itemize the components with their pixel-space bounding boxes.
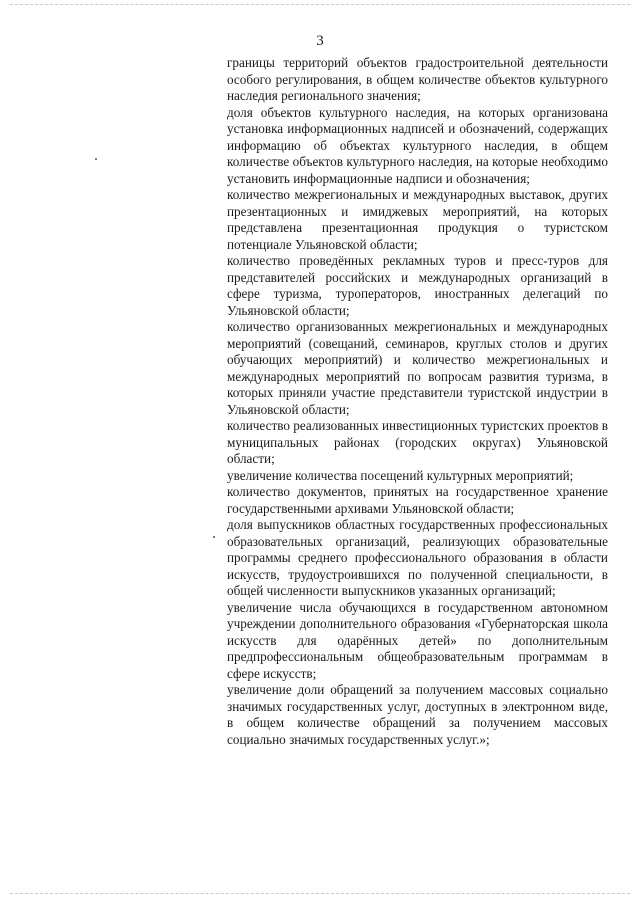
list-item: количество реализованных инвестиционных туристских проектов в муниципальных районах (городских округах) Ульяновской области; — [227, 418, 608, 466]
list-item: доля выпускников областных государственных профессиональных образовательных организаций, реализующих образовательные программы среднего профессионального образования в области искусств, трудоустроившихся по полученной специальности, в общей численности выпускников указанных организаций; — [227, 517, 608, 598]
list-item: увеличение доли обращений за получением массовых социально значимых государственных услуг, доступных в электронном виде, в общем количестве обращений за получением массовых социально значимых государственных услуг.»; — [227, 682, 608, 747]
scan-speck — [213, 536, 215, 538]
scan-edge-top — [10, 4, 630, 5]
list-item: границы территорий объектов градостроительной деятельности особого регулирования, в общем количестве объектов культурного наследия регионального значения; — [227, 55, 608, 103]
list-item: доля объектов культурного наследия, на которых организована установка информационных надписей и обозначений, содержащих информацию об объектах культурного наследия, в общем количестве объектов культурного наследия, на которые необходимо установить информационные надписи и обозначения; — [227, 104, 608, 186]
list-item: количество документов, принятых на государственное хранение государственными архивами Ульяновской области; — [227, 484, 608, 516]
scan-edge-bottom — [10, 893, 630, 894]
list-item: количество межрегиональных и международных выставок, других презентационных и имиджевых мероприятий, на которых представлена презентационная продукция о туристском потенциале Ульяновской области; — [227, 187, 608, 252]
list-item: количество организованных межрегиональных и международных мероприятий (совещаний, семинаров, круглых столов и других обучающих мероприятий) и количество межрегиональных и международных мероприятий по вопросам развития туризма, в которых приняли участие представители туристской индустрии в Ульяновской области; — [227, 319, 608, 417]
list-item: увеличение количества посещений культурных мероприятий; — [227, 467, 574, 483]
list-item: количество проведённых рекламных туров и пресс-туров для представителей российских и международных организаций в сфере туризма, туроператоров, иностранных делегаций по Ульяновской области; — [227, 253, 608, 318]
scan-speck — [95, 158, 97, 160]
document-body — [227, 55, 608, 748]
page-number: 3 — [316, 33, 324, 49]
list-item: увеличение числа обучающихся в государственном автономном учреждении дополнительного образования «Губернаторская школа искусств для одарённых детей» по дополнительным предпрофессиональным общеобразовательным программам в сфере искусств; — [227, 599, 608, 681]
